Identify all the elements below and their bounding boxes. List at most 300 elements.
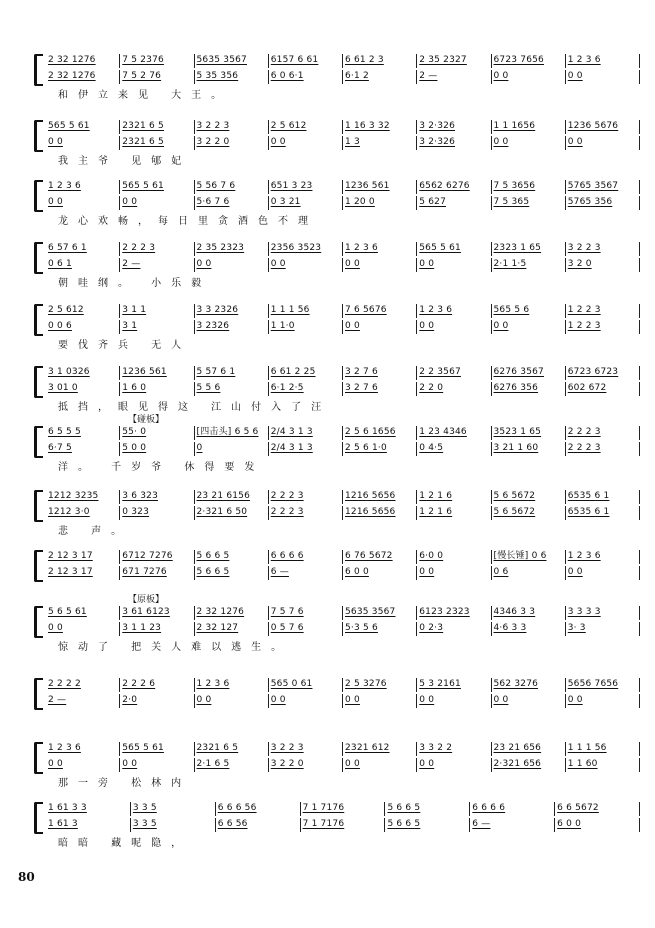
measure [492,366,566,380]
lyric-line: 和伊立来见 大王。 [58,90,232,101]
measure [343,54,417,68]
notes: 651 3 23 [270,181,313,191]
measure [46,442,120,456]
notes: 0 0 [270,137,286,147]
measure [269,758,343,772]
measure [269,70,343,84]
measure [343,136,417,150]
measure [417,758,491,772]
notes: 5765 356 [567,197,613,207]
system-brace [34,426,43,458]
notes: 6 6 6 56 [217,803,257,813]
notes: 2 5 612 [270,121,307,131]
notes: 2 — [122,259,141,269]
measure [269,136,343,150]
notes: 7 6 5676 [345,305,387,315]
notes: 0 0 [567,137,583,147]
measure [492,566,566,580]
measure [195,54,269,68]
measure [417,304,491,318]
measure [195,70,269,84]
measure [566,678,640,692]
measure [566,242,640,256]
measure [417,606,491,620]
notes: 5 0 0 [122,443,147,453]
measure [385,802,470,816]
notes: 1236 561 [122,367,167,377]
notes: 0 6 1 [48,259,72,269]
measure [46,366,120,380]
score-system [28,676,640,724]
lower-staff [46,136,640,150]
measure [492,678,566,692]
measure [343,366,417,380]
notes: 3 61 6123 [122,607,170,617]
measure [195,304,269,318]
notes: 0 0 [122,197,138,207]
measure [301,802,386,816]
system-brace [34,490,43,522]
notes: 6 61 2 3 [345,55,384,65]
score-system [28,548,640,596]
measure [269,120,343,134]
notes: 2356 3523 [270,243,322,253]
measure [195,694,269,708]
section-mark: 【碰板】 [128,415,165,425]
notes: 1216 5656 [345,491,396,501]
lyric-line: 暗暗 藏呢隐， [58,838,192,849]
measure [492,490,566,504]
notes: 1 3 [345,137,360,147]
notes: 1 61 3 3 [48,803,87,813]
measure [120,506,194,520]
notes: 6 — [270,567,289,577]
measure [566,120,640,134]
notes: 1 1 60 [567,759,598,769]
measure [131,818,216,832]
notes: 0 0 [345,321,360,331]
notes: 6723 6723 [567,367,619,377]
notes: 0 3 21 [270,197,301,207]
measure [195,566,269,580]
measure [46,622,120,636]
notes: 6712 7276 [122,551,173,561]
lower-staff [46,506,640,520]
measure [566,566,640,580]
measure [269,622,343,636]
measure [417,382,491,396]
measure [492,442,566,456]
notes: 0 0 [122,759,138,769]
notes: 6535 6 1 [567,507,610,517]
measure [343,550,417,564]
measure [216,818,301,832]
notes: 2/4 3 1 3 [270,443,313,453]
measure [417,366,491,380]
notes: 565 5 6 [493,305,530,315]
measure [269,694,343,708]
measure [195,366,269,380]
measure [195,196,269,210]
measure [470,818,555,832]
notes: 6·1 2·5 [270,383,304,393]
measure [566,694,640,708]
measure [343,382,417,396]
notes: 3523 1 65 [493,427,542,437]
measure [417,694,491,708]
score-system [28,595,640,653]
notes: 2323 1 65 [493,243,542,253]
lyric-line: 龙心欢畅，每日里贪酒色不理 [58,216,318,227]
measure [492,120,566,134]
notes: 2 — [419,71,438,81]
measure [46,678,120,692]
measure [195,442,269,456]
measure [46,70,120,84]
notes: 0 0 [493,71,509,81]
system-brace [34,242,43,274]
score-system [28,415,640,473]
notes: 6 — [472,819,491,829]
notes: 5656 7656 [567,679,619,689]
notes: 5 57 6 1 [196,367,236,377]
notes: 1 1 1 56 [567,743,607,753]
lower-staff [46,818,640,832]
measure [46,258,120,272]
measure [269,678,343,692]
notes: 2·321 6 50 [196,507,248,517]
notes: 0 [196,443,203,453]
measure [492,180,566,194]
notes: 3 2 2 0 [270,759,304,769]
measure [417,550,491,564]
notes: 565 5 61 [48,121,90,131]
notes: 3 1 1 [122,305,147,315]
measure [492,54,566,68]
measure [492,506,566,520]
notes: 1236 5676 [567,121,619,131]
notes: 6276 3567 [493,367,544,377]
notes: 4·6 3 3 [493,623,527,633]
notes: 0 0 [419,321,435,331]
notes: 0 0 [345,259,360,269]
notes: 6723 7656 [493,55,544,65]
notes: 1 2 1 6 [419,491,453,501]
measure [492,550,566,564]
measure [492,742,566,756]
lower-staff [46,382,640,396]
measure [343,196,417,210]
notes: 3 2 2 0 [196,137,230,147]
measure [343,442,417,456]
measure [46,802,131,816]
measure [195,758,269,772]
measure [195,678,269,692]
notes: 0 2·3 [419,623,444,633]
notes: 3 21 1 60 [493,443,539,453]
notes: 0 0 [48,759,63,769]
notes: 5 6 5 61 [48,607,87,617]
notes: 6·1 2 [345,71,369,81]
measure [417,196,491,210]
measure [417,258,491,272]
notes: 1 2 1 6 [419,507,453,517]
notes: 1 2 3 6 [345,243,378,253]
measure [120,678,194,692]
notes: 1 2 3 6 [567,551,601,561]
notes: 3· 3 [567,623,586,633]
notes: 7 1 7176 [302,803,345,813]
notes: 5635 3567 [345,607,396,617]
lower-staff [46,258,640,272]
measure [269,426,343,440]
measure [46,758,120,772]
measure [566,506,640,520]
notes: 1 2 2 3 [567,305,601,315]
score-system [28,800,640,848]
measure [120,120,194,134]
notes: 6 6 56 [217,819,248,829]
notes: 2 32 1276 [48,55,96,65]
measure [120,566,194,580]
measure [120,320,194,334]
lower-staff [46,566,640,580]
measure [195,382,269,396]
notes: 2 2 2 3 [270,491,304,501]
measure [46,180,120,194]
measure [417,242,491,256]
measure [120,196,194,210]
section-mark: 【原板】 [128,595,165,605]
measure [417,622,491,636]
measure [269,242,343,256]
notes: 2 12 3 17 [48,567,93,577]
measure [566,366,640,380]
notes: 3 1 0326 [48,367,90,377]
lyric-line: 那一旁 松林内 [58,778,192,789]
notes: 6535 6 1 [567,491,610,501]
notes: 1 2 3 6 [48,181,81,191]
measure [120,442,194,456]
measure [566,196,640,210]
lower-staff [46,70,640,84]
measure [120,70,194,84]
measure [566,426,640,440]
notes: 2·1 1·5 [493,259,527,269]
notes: 0 4·5 [419,443,444,453]
notes: 5 6 6 5 [196,551,230,561]
notes: 3 2 2 3 [567,243,601,253]
notes: 0 0 [493,137,509,147]
score-system [28,740,640,788]
lyric-line: 朝哇纲。 小乐毅 [58,278,212,289]
system-brace [34,180,43,212]
notes: 3 1 [122,321,138,331]
notes: 1 20 0 [345,197,375,207]
measure [120,490,194,504]
measure [269,606,343,620]
notes: 1 2 3 6 [196,679,230,689]
measure [343,426,417,440]
notes: 1212 3235 [48,491,99,501]
lower-staff [46,622,640,636]
notes: 5635 3567 [196,55,247,65]
notes: 6 57 6 1 [48,243,87,253]
notes: 565 0 61 [270,679,313,689]
measure [195,136,269,150]
notes: 0 0 [270,259,286,269]
notes: 3 2 2 3 [196,121,230,131]
measure [492,258,566,272]
measure [195,490,269,504]
lower-staff [46,694,640,708]
measure [343,242,417,256]
notes: 2 5 6 1·0 [345,443,387,453]
notes: 23 21 6156 [196,491,251,501]
measure [566,550,640,564]
measure [46,382,120,396]
measure [417,54,491,68]
upper-staff [46,180,640,194]
measure [46,136,120,150]
system-brace [34,606,43,638]
measure [269,258,343,272]
measure [46,694,120,708]
system-brace [34,802,43,834]
notes: 5 627 [419,197,447,207]
measure [492,694,566,708]
measure [120,426,194,440]
system-brace [34,120,43,152]
notes: 0 0 [419,567,435,577]
notes: 5765 3567 [567,181,619,191]
measure [120,622,194,636]
measure [269,442,343,456]
notes: [四击头] 6 5 6 [196,427,259,437]
score-system [28,52,640,100]
measure [343,120,417,134]
notes: 5·6 7 6 [196,197,230,207]
notes: 0 0 [48,197,63,207]
notes: 565 5 61 [122,743,164,753]
notes: 5 5 6 [196,383,221,393]
notes: 5·3 5 6 [345,623,378,633]
measure [417,742,491,756]
notes: 0 0 [196,259,212,269]
notes: 0 0 [419,759,435,769]
measure [343,678,417,692]
notes: 3 2 0 [567,259,592,269]
notes: 1236 561 [345,181,390,191]
measure [269,506,343,520]
notes: 1 1 1 56 [270,305,310,315]
notes: 2 32 1276 [196,607,245,617]
notes: 565 5 61 [419,243,461,253]
notes: 3 2 7 6 [345,367,378,377]
upper-staff [46,678,640,692]
notes: 0 0 [567,567,583,577]
measure [46,818,131,832]
measure [195,242,269,256]
notes: 2 2 2 3 [270,507,304,517]
notes: 0 0 [493,695,509,705]
notes: 2 2 2 2 [48,679,81,689]
measure [566,180,640,194]
score-system [28,118,640,166]
notes: 2321 6 5 [122,137,164,147]
measure [269,382,343,396]
measure [46,304,120,318]
measure [343,758,417,772]
measure [120,758,194,772]
measure [417,180,491,194]
page-number: 80 [18,870,35,884]
measure [492,136,566,150]
notes: 2 — [48,695,67,705]
measure [195,426,269,440]
notes: 3 3 5 [132,803,157,813]
notes: 7 5 2376 [122,55,164,65]
notes: 1 2 3 6 [48,743,81,753]
measure [195,742,269,756]
notes: 2 2 3567 [419,367,461,377]
measure [120,606,194,620]
measure [417,678,491,692]
measure [46,566,120,580]
score-system [28,240,640,288]
measure [46,320,120,334]
notes: 2 12 3 17 [48,551,93,561]
notes: 0 0 [419,695,435,705]
measure [269,320,343,334]
notes: 7 5 7 6 [270,607,304,617]
lyric-line: 抵挡，眼见得这 江山付入了汪 [58,402,332,413]
notes: 2 2 2 3 [567,443,601,453]
system-brace [34,678,43,710]
notes: 1 1 1656 [493,121,536,131]
measure [492,426,566,440]
notes: 3 6 323 [122,491,159,501]
measure [343,180,417,194]
measure [343,622,417,636]
measure [417,120,491,134]
measure [492,606,566,620]
notes: 0 0 [567,695,583,705]
notes: 2 2 2 6 [122,679,156,689]
measure [195,506,269,520]
measure [343,490,417,504]
measure [343,320,417,334]
notes: 2 35 2323 [196,243,245,253]
measure [492,320,566,334]
measure [566,758,640,772]
system-brace [34,304,43,336]
notes: 6 0 0 [345,567,369,577]
score-system [28,178,640,226]
measure [417,566,491,580]
measure [417,70,491,84]
lyric-line: 要伐齐兵 无人 [58,340,192,351]
notes: 3 2326 [196,321,230,331]
notes: 3 3 2326 [196,305,239,315]
notes: 5 35 356 [196,71,239,81]
notes: 2/4 3 1 3 [270,427,313,437]
measure [492,242,566,256]
measure [343,506,417,520]
measure [269,550,343,564]
measure [566,54,640,68]
measure [269,54,343,68]
